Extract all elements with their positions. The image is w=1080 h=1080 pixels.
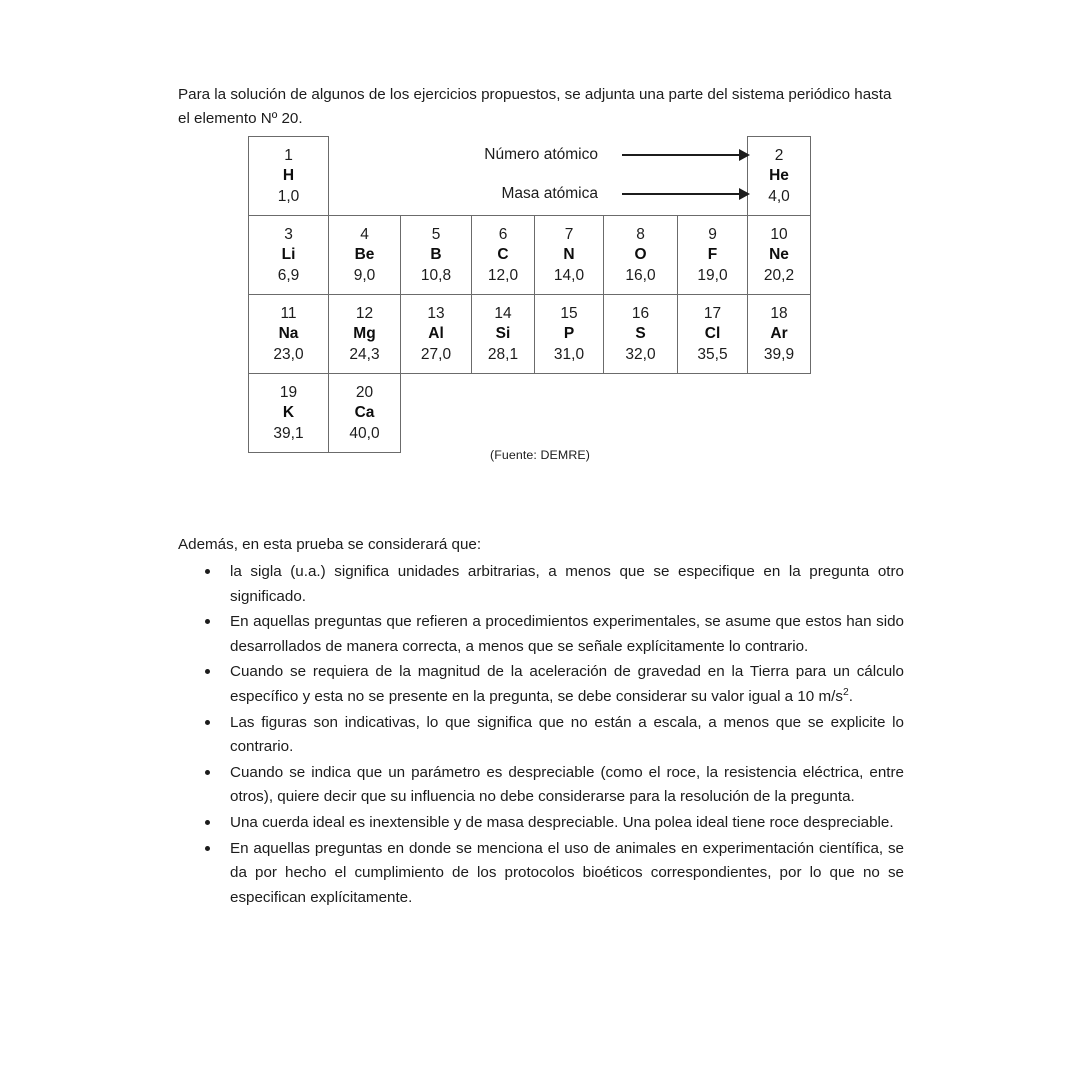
bullet-icon — [205, 720, 210, 725]
element-atomic-mass: 28,1 — [487, 345, 519, 363]
element-cell-ne — [748, 216, 811, 295]
element-symbol: Si — [495, 325, 511, 343]
element-atomic-mass: 9,0 — [353, 266, 376, 284]
element-atomic-mass: 23,0 — [273, 345, 304, 363]
note-item — [200, 811, 904, 836]
intro-paragraph: Para la solución de algunos de los ejercicios propuestos, se adjunta una parte del sistema periódico hasta el elemento Nº 20. — [178, 86, 892, 128]
note-item — [200, 711, 904, 760]
element-symbol: Ne — [769, 246, 789, 264]
element-atomic-mass: 16,0 — [625, 266, 656, 284]
element-atomic-number: 13 — [427, 304, 445, 322]
bullet-icon — [205, 569, 210, 574]
element-cell-si — [472, 295, 535, 374]
element-cell-k — [249, 374, 329, 453]
periodic-table-empty-cell — [604, 374, 678, 453]
element-symbol: P — [563, 325, 575, 343]
note-item — [200, 837, 904, 911]
element-cell-mg — [329, 295, 401, 374]
source-caption: (Fuente: DEMRE) — [490, 448, 590, 462]
note-text: Una cuerda ideal es inextensible y de masa despreciable. Una polea ideal tiene roce despreciable. — [230, 813, 894, 831]
element-symbol: H — [282, 167, 295, 185]
element-cell-ca — [329, 374, 401, 453]
element-atomic-number: 8 — [636, 225, 645, 243]
element-symbol: Li — [281, 246, 296, 264]
element-atomic-number: 11 — [280, 304, 297, 322]
element-cell-p — [535, 295, 604, 374]
bullet-icon — [205, 669, 210, 674]
element-cell-na — [249, 295, 329, 374]
periodic-table-annotations — [330, 136, 756, 214]
note-text: Las figuras son indicativas, lo que significa que no están a escala, a menos que se explicite lo contrario. — [230, 713, 904, 756]
periodic-table-empty-cell — [472, 374, 535, 453]
periodic-table-empty-cell — [401, 374, 472, 453]
note-text: la sigla (u.a.) significa unidades arbitrarias, a menos que se especifique en la pregunta otro significado. — [230, 563, 904, 605]
element-symbol: Na — [278, 325, 299, 343]
bullet-icon — [205, 846, 210, 851]
element-atomic-number: 5 — [431, 225, 441, 243]
arrow-right-icon — [622, 149, 750, 161]
bullet-icon — [205, 770, 210, 775]
note-item — [200, 761, 904, 810]
element-atomic-mass: 1,0 — [277, 187, 300, 205]
atomic-number-label: Número atómico — [484, 146, 598, 163]
element-symbol: Ar — [770, 325, 788, 343]
element-atomic-number: 9 — [708, 225, 717, 243]
element-atomic-number: 18 — [770, 304, 788, 322]
note-text: En aquellas preguntas en donde se menciona el uso de animales en experimentación científica, se da por hecho el cumplimiento de los protocolos bioéticos correspondientes, por lo que no se especifican explícitamente. — [230, 839, 904, 906]
note-item — [200, 610, 904, 659]
periodic-table-empty-cell — [535, 374, 604, 453]
element-atomic-number: 4 — [360, 225, 369, 243]
element-cell-he — [748, 137, 811, 216]
element-atomic-mass: 10,8 — [420, 266, 452, 284]
element-atomic-mass: 40,0 — [349, 424, 380, 442]
element-cell-h — [249, 137, 329, 216]
notes-list — [200, 560, 904, 911]
element-atomic-number: 3 — [284, 225, 293, 243]
periodic-table-empty-cell — [678, 374, 748, 453]
element-atomic-number: 16 — [631, 304, 650, 322]
element-atomic-mass: 31,0 — [553, 345, 585, 363]
element-atomic-number: 2 — [774, 146, 784, 164]
element-atomic-number: 15 — [560, 304, 578, 322]
element-cell-f — [678, 216, 748, 295]
element-atomic-number: 12 — [355, 304, 374, 322]
element-atomic-mass: 27,0 — [420, 345, 452, 363]
annotation-atomic-mass — [330, 181, 756, 207]
element-symbol: Be — [354, 246, 375, 264]
element-symbol: S — [635, 325, 646, 343]
element-cell-c — [472, 216, 535, 295]
element-atomic-mass: 12,0 — [487, 266, 519, 284]
element-atomic-mass: 14,0 — [553, 266, 585, 284]
element-symbol: C — [497, 246, 509, 264]
element-symbol: Cl — [704, 325, 721, 343]
element-atomic-mass: 24,3 — [349, 345, 380, 363]
element-cell-ar — [748, 295, 811, 374]
element-symbol: He — [769, 167, 789, 185]
element-symbol: K — [282, 404, 295, 422]
note-text: Cuando se requiera de la magnitud de la aceleración de gravedad en la Tierra para un cálculo específico y esta no se presente en la pregunta, se debe considerar su valor igual a 10 $m/s^2$. — [230, 663, 904, 705]
element-atomic-mass: 39,9 — [763, 345, 795, 363]
element-atomic-number: 6 — [498, 225, 508, 243]
element-symbol: O — [634, 246, 647, 264]
element-cell-al — [401, 295, 472, 374]
element-symbol: Al — [428, 325, 444, 343]
element-atomic-mass: 19,0 — [697, 266, 728, 284]
element-atomic-number: 14 — [494, 304, 512, 322]
element-atomic-number: 7 — [564, 225, 574, 243]
element-atomic-mass: 4,0 — [768, 187, 790, 205]
element-atomic-mass: 32,0 — [625, 345, 656, 363]
element-cell-n — [535, 216, 604, 295]
periodic-table-row — [249, 295, 811, 374]
element-symbol: B — [430, 246, 442, 264]
element-atomic-number: 10 — [770, 225, 788, 243]
element-cell-o — [604, 216, 678, 295]
element-atomic-number: 19 — [279, 383, 298, 401]
element-atomic-mass: 6,9 — [277, 266, 300, 284]
element-atomic-mass: 20,2 — [763, 266, 795, 284]
element-atomic-number: 1 — [284, 146, 293, 164]
element-symbol: N — [563, 246, 575, 264]
element-cell-li — [249, 216, 329, 295]
note-text: En aquellas preguntas que refieren a procedimientos experimentales, se asume que estos han sido desarrollados de manera correcta, a menos que se señale explícitamente lo contrario. — [230, 613, 904, 655]
element-symbol: Ca — [354, 404, 375, 422]
element-atomic-number: 17 — [703, 304, 722, 322]
periodic-table-row — [249, 374, 811, 453]
bullet-icon — [205, 619, 210, 624]
element-atomic-number: 20 — [355, 383, 374, 401]
element-atomic-mass: 35,5 — [697, 345, 728, 363]
note-item — [200, 660, 904, 709]
lead-in-paragraph: Además, en esta prueba se considerará que: — [178, 536, 482, 554]
annotation-atomic-number — [330, 142, 756, 168]
periodic-table-empty-cell — [748, 374, 811, 453]
note-text: Cuando se indica que un parámetro es despreciable (como el roce, la resistencia eléctrica, entre otros), quiere decir que su influencia no debe considerarse para la resolución de la pregunta. — [230, 763, 904, 806]
element-symbol: F — [707, 246, 718, 264]
element-cell-b — [401, 216, 472, 295]
note-item — [200, 560, 904, 609]
element-symbol: Mg — [353, 325, 376, 343]
atomic-mass-label: Masa atómica — [501, 185, 598, 202]
bullet-icon — [205, 820, 210, 825]
arrow-right-icon — [622, 188, 750, 200]
element-cell-cl — [678, 295, 748, 374]
element-cell-s — [604, 295, 678, 374]
element-cell-be — [329, 216, 401, 295]
element-atomic-mass: 39,1 — [273, 424, 304, 442]
periodic-table-row — [249, 216, 811, 295]
